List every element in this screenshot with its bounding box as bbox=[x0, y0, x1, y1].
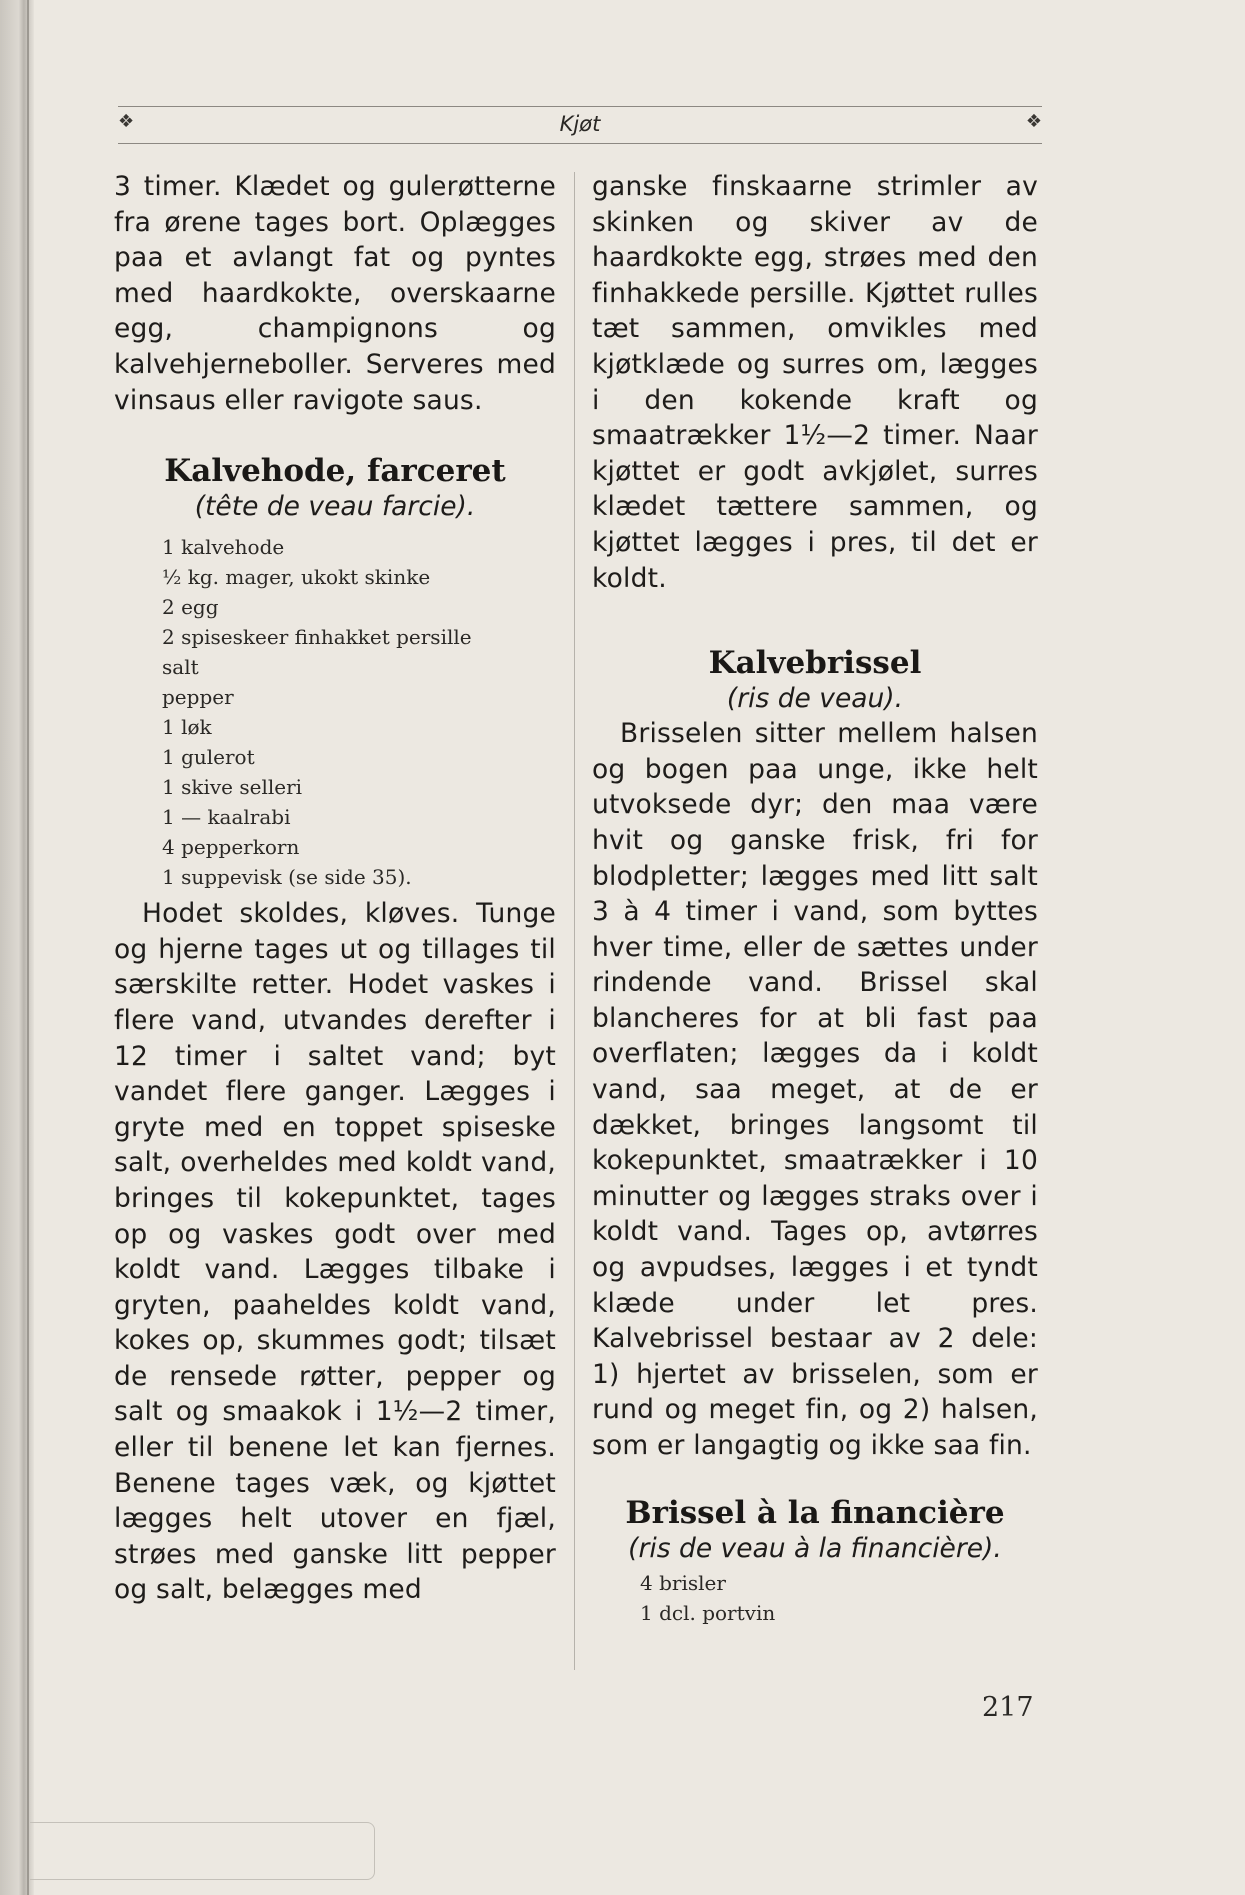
continued-paragraph: ganske finskaarne strimler av skinken og skiver av de haardkokte egg, strøes med den finhakkede persille. Kjøttet rulles tæt sammen, omvikles med kjøtklæde og surres om, lægges i den kokende kraft og smaatrækker 1½—2 timer. Naar kjøttet er godt avkjølet, surres klædet tættere sammen, og kjøttet lægges i pres, til det er koldt. bbox=[592, 171, 1038, 594]
ingredient-item: 1 suppevisk (se side 35). bbox=[162, 865, 412, 890]
binding-line bbox=[27, 0, 29, 1895]
ingredient-list-brissel-financiere bbox=[592, 1568, 1038, 1628]
ingredient-item: salt bbox=[162, 655, 199, 680]
ingredient-item: 1 gulerot bbox=[162, 745, 255, 770]
recipe-title-kalvehode: Kalvehode, farceret bbox=[164, 453, 506, 490]
recipe-subtitle-kalvebrissel: (ris de veau). bbox=[726, 683, 904, 715]
left-column bbox=[114, 169, 556, 1608]
ingredient-item: 1 — kaalrabi bbox=[162, 805, 291, 830]
running-header bbox=[118, 106, 1042, 144]
ingredient-item: 1 skive selleri bbox=[162, 775, 303, 800]
running-header-title: Kjøt bbox=[559, 112, 601, 136]
ingredient-item: 1 dcl. portvin bbox=[640, 1600, 776, 1625]
ingredient-item: 1 løk bbox=[162, 715, 212, 740]
recipe-title-brissel-financiere: Brissel à la financière bbox=[625, 1494, 1005, 1531]
ingredient-item: 1 kalvehode bbox=[162, 535, 285, 560]
ingredient-item: 2 spiseskeer finhakket persille bbox=[162, 625, 472, 650]
ornament-left-icon: ❖ bbox=[118, 111, 135, 132]
recipe-method-kalvebrissel: Brisselen sitter mellem halsen og bogen paa unge, ikke helt utvoksede dyr; den maa være hvit og ganske frisk, fri for blodpletter; lægges med litt salt 3 à 4 timer i vand, som byttes hver time, eller de sættes under rindende vand. Brissel skal blancheres for at bli fast paa overflaten; lægges da i koldt vand, saa meget, at de er dækket, bringes langsomt til kokepunktet, smaatrækker i 10 minutter og lægges straks over i koldt vand. Tages op, avtørres og avpudses, lægges i et tyndt klæde under let pres. Kalvebrissel bestaar av 2 dele: 1) hjertet av brisselen, som er rund og meget fin, og 2) halsen, som er langagtig og ikke saa fin. bbox=[592, 718, 1038, 1461]
recipe-subtitle-kalvehode: (tête de veau farcie). bbox=[194, 491, 476, 523]
intro-paragraph: 3 timer. Klædet og gulerøtterne fra ørene tages bort. Oplægges paa et avlangt fat og pyntes med haardkokte, overskaarne egg, champignons og kalvehjerneboller. Serveres med vinsaus eller ravigote saus. bbox=[114, 171, 556, 416]
recipe-title-kalvebrissel: Kalvebrissel bbox=[708, 645, 922, 682]
column-divider bbox=[574, 172, 575, 1670]
ingredient-list-kalvehode bbox=[114, 532, 556, 892]
ingredient-item: 4 pepperkorn bbox=[162, 835, 300, 860]
right-column bbox=[592, 169, 1038, 1628]
page-number: 217 bbox=[982, 1692, 1034, 1723]
ingredient-item: ½ kg. mager, ukokt skinke bbox=[162, 565, 431, 590]
ingredient-item: 4 brisler bbox=[640, 1570, 726, 1595]
page-tab-outline bbox=[30, 1822, 375, 1880]
ornament-right-icon: ❖ bbox=[1025, 111, 1042, 132]
recipe-method-kalvehode: Hodet skoldes, kløves. Tunge og hjerne tages ut og tillages til særskilte retter. Hodet vaskes i flere vand, utvandes derefter i 12 timer i saltet vand; byt vandet flere ganger. Lægges i gryte med en toppet spiseske salt, overheldes med koldt vand, bringes til kokepunktet, tages op og vaskes godt over med koldt vand. Lægges tilbake i gryten, paaheldes koldt vand, kokes op, skummes godt; tilsæt de rensede røtter, pepper og salt og smaakok i 1½—2 timer, eller til benene let kan fjernes. Benene tages væk, og kjøttet lægges helt utover en fjæl, strøes med ganske litt pepper og salt, belægges med bbox=[114, 898, 556, 1606]
ingredient-item: 2 egg bbox=[162, 595, 219, 620]
recipe-subtitle-brissel-financiere: (ris de veau à la financière). bbox=[628, 1532, 1002, 1564]
ingredient-item: pepper bbox=[162, 685, 234, 710]
